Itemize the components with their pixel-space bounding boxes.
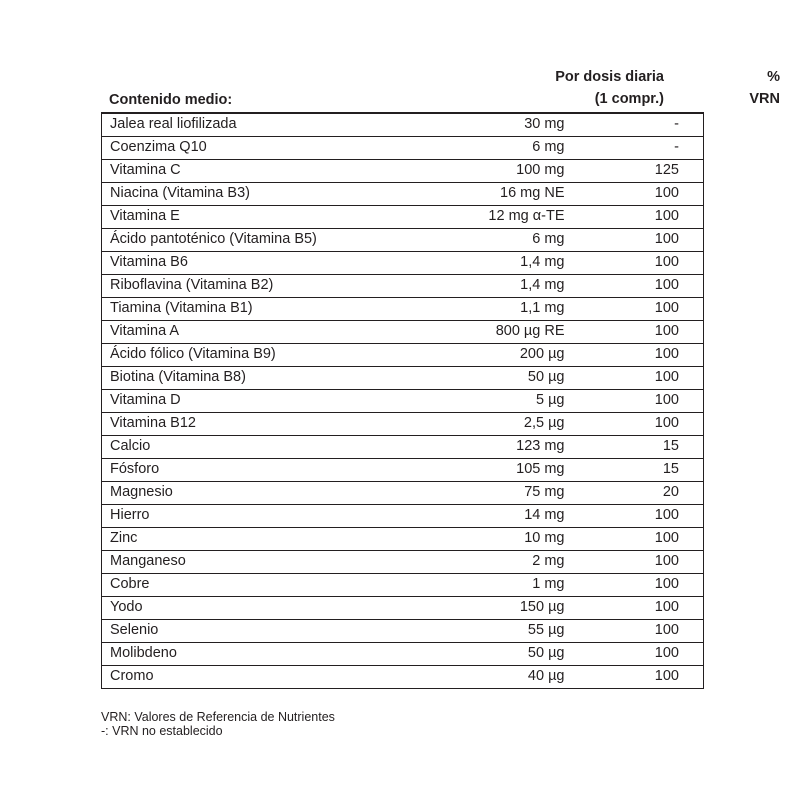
table-header — [101, 66, 780, 111]
dose-value: 30 mg — [473, 113, 573, 136]
table-row — [102, 665, 704, 688]
nutrient-name: Fósforo — [102, 458, 473, 481]
column-header-vrn — [601, 66, 780, 110]
table-row — [102, 366, 704, 389]
vrn-percent: 15 — [573, 435, 704, 458]
vrn-percent: 100 — [573, 182, 704, 205]
nutrient-name: Ácido fólico (Vitamina B9) — [102, 343, 473, 366]
footnote-dash-meaning: -: VRN no establecido — [101, 724, 223, 738]
table-row — [102, 297, 704, 320]
dose-value: 800 µg RE — [473, 320, 573, 343]
table-row — [102, 596, 704, 619]
table-row — [102, 320, 704, 343]
table-row — [102, 642, 704, 665]
dose-value: 123 mg — [473, 435, 573, 458]
vrn-percent: 100 — [573, 573, 704, 596]
dose-value: 1 mg — [473, 573, 573, 596]
column-header-dose-line1: Por dosis diaria — [555, 69, 664, 85]
nutrient-name: Vitamina D — [102, 389, 473, 412]
vrn-percent: 100 — [573, 274, 704, 297]
nutrient-name: Ácido pantoténico (Vitamina B5) — [102, 228, 473, 251]
vrn-percent: 100 — [573, 550, 704, 573]
dose-value: 150 µg — [473, 596, 573, 619]
dose-value: 200 µg — [473, 343, 573, 366]
vrn-percent: 125 — [573, 159, 704, 182]
nutrient-name: Calcio — [102, 435, 473, 458]
vrn-percent: 100 — [573, 366, 704, 389]
nutrient-name: Biotina (Vitamina B8) — [102, 366, 473, 389]
footnotes — [101, 710, 335, 738]
nutrient-name: Niacina (Vitamina B3) — [102, 182, 473, 205]
dose-value: 16 mg NE — [473, 182, 573, 205]
table-row — [102, 159, 704, 182]
vrn-percent: 100 — [573, 389, 704, 412]
vrn-percent: 100 — [573, 343, 704, 366]
vrn-percent: 100 — [573, 412, 704, 435]
table-row — [102, 458, 704, 481]
column-header-dose-line2: (1 compr.) — [594, 91, 664, 107]
table-row — [102, 481, 704, 504]
vrn-percent: - — [573, 136, 704, 159]
nutrient-name: Molibdeno — [102, 642, 473, 665]
nutrient-name: Hierro — [102, 504, 473, 527]
table-row — [102, 504, 704, 527]
table-row — [102, 435, 704, 458]
table-row — [102, 527, 704, 550]
nutrient-name: Vitamina B6 — [102, 251, 473, 274]
nutrient-name: Yodo — [102, 596, 473, 619]
nutrient-name: Vitamina A — [102, 320, 473, 343]
footnote-vrn-definition: VRN: Valores de Referencia de Nutrientes — [101, 710, 335, 724]
dose-value: 5 µg — [473, 389, 573, 412]
dose-value: 6 mg — [473, 228, 573, 251]
column-header-content: Contenido medio: — [109, 92, 233, 108]
vrn-percent: 100 — [573, 297, 704, 320]
nutrient-name: Vitamina E — [102, 205, 473, 228]
dose-value: 2 mg — [473, 550, 573, 573]
table-row — [102, 251, 704, 274]
vrn-percent: 100 — [573, 642, 704, 665]
nutrient-name: Cromo — [102, 665, 473, 688]
dose-value: 75 mg — [473, 481, 573, 504]
nutrition-table — [101, 112, 704, 689]
table-row — [102, 550, 704, 573]
vrn-percent: 100 — [573, 665, 704, 688]
vrn-percent: 20 — [573, 481, 704, 504]
dose-value: 50 µg — [473, 366, 573, 389]
dose-value: 40 µg — [473, 665, 573, 688]
vrn-percent: 100 — [573, 527, 704, 550]
vrn-percent: 100 — [573, 205, 704, 228]
nutrient-name: Jalea real liofilizada — [102, 113, 473, 136]
table-row — [102, 619, 704, 642]
nutrient-name: Coenzima Q10 — [102, 136, 473, 159]
table-row — [102, 228, 704, 251]
nutrient-name: Selenio — [102, 619, 473, 642]
dose-value: 1,4 mg — [473, 251, 573, 274]
dose-value: 14 mg — [473, 504, 573, 527]
dose-value: 100 mg — [473, 159, 573, 182]
dose-value: 105 mg — [473, 458, 573, 481]
table-row — [102, 113, 704, 136]
vrn-percent: 100 — [573, 251, 704, 274]
dose-value: 55 µg — [473, 619, 573, 642]
dose-value: 10 mg — [473, 527, 573, 550]
nutrient-name: Zinc — [102, 527, 473, 550]
nutrient-name: Cobre — [102, 573, 473, 596]
dose-value: 6 mg — [473, 136, 573, 159]
dose-value: 1,4 mg — [473, 274, 573, 297]
vrn-percent: 100 — [573, 228, 704, 251]
table-row — [102, 412, 704, 435]
table-row — [102, 573, 704, 596]
vrn-percent: 15 — [573, 458, 704, 481]
dose-value: 1,1 mg — [473, 297, 573, 320]
vrn-percent: 100 — [573, 619, 704, 642]
table-row — [102, 136, 704, 159]
column-header-vrn-line2: VRN — [749, 91, 780, 107]
table-row — [102, 343, 704, 366]
table-row — [102, 389, 704, 412]
nutrient-name: Tiamina (Vitamina B1) — [102, 297, 473, 320]
vrn-percent: - — [573, 113, 704, 136]
nutrient-name: Magnesio — [102, 481, 473, 504]
vrn-percent: 100 — [573, 504, 704, 527]
nutrient-name: Manganeso — [102, 550, 473, 573]
nutrient-name: Vitamina B12 — [102, 412, 473, 435]
dose-value: 12 mg α-TE — [473, 205, 573, 228]
table-row — [102, 205, 704, 228]
nutrient-name: Riboflavina (Vitamina B2) — [102, 274, 473, 297]
dose-value: 2,5 µg — [473, 412, 573, 435]
vrn-percent: 100 — [573, 320, 704, 343]
table-row — [102, 274, 704, 297]
dose-value: 50 µg — [473, 642, 573, 665]
table-row — [102, 182, 704, 205]
nutrient-name: Vitamina C — [102, 159, 473, 182]
vrn-percent: 100 — [573, 596, 704, 619]
nutrition-table-body — [102, 113, 704, 688]
column-header-vrn-line1: % — [767, 69, 780, 85]
